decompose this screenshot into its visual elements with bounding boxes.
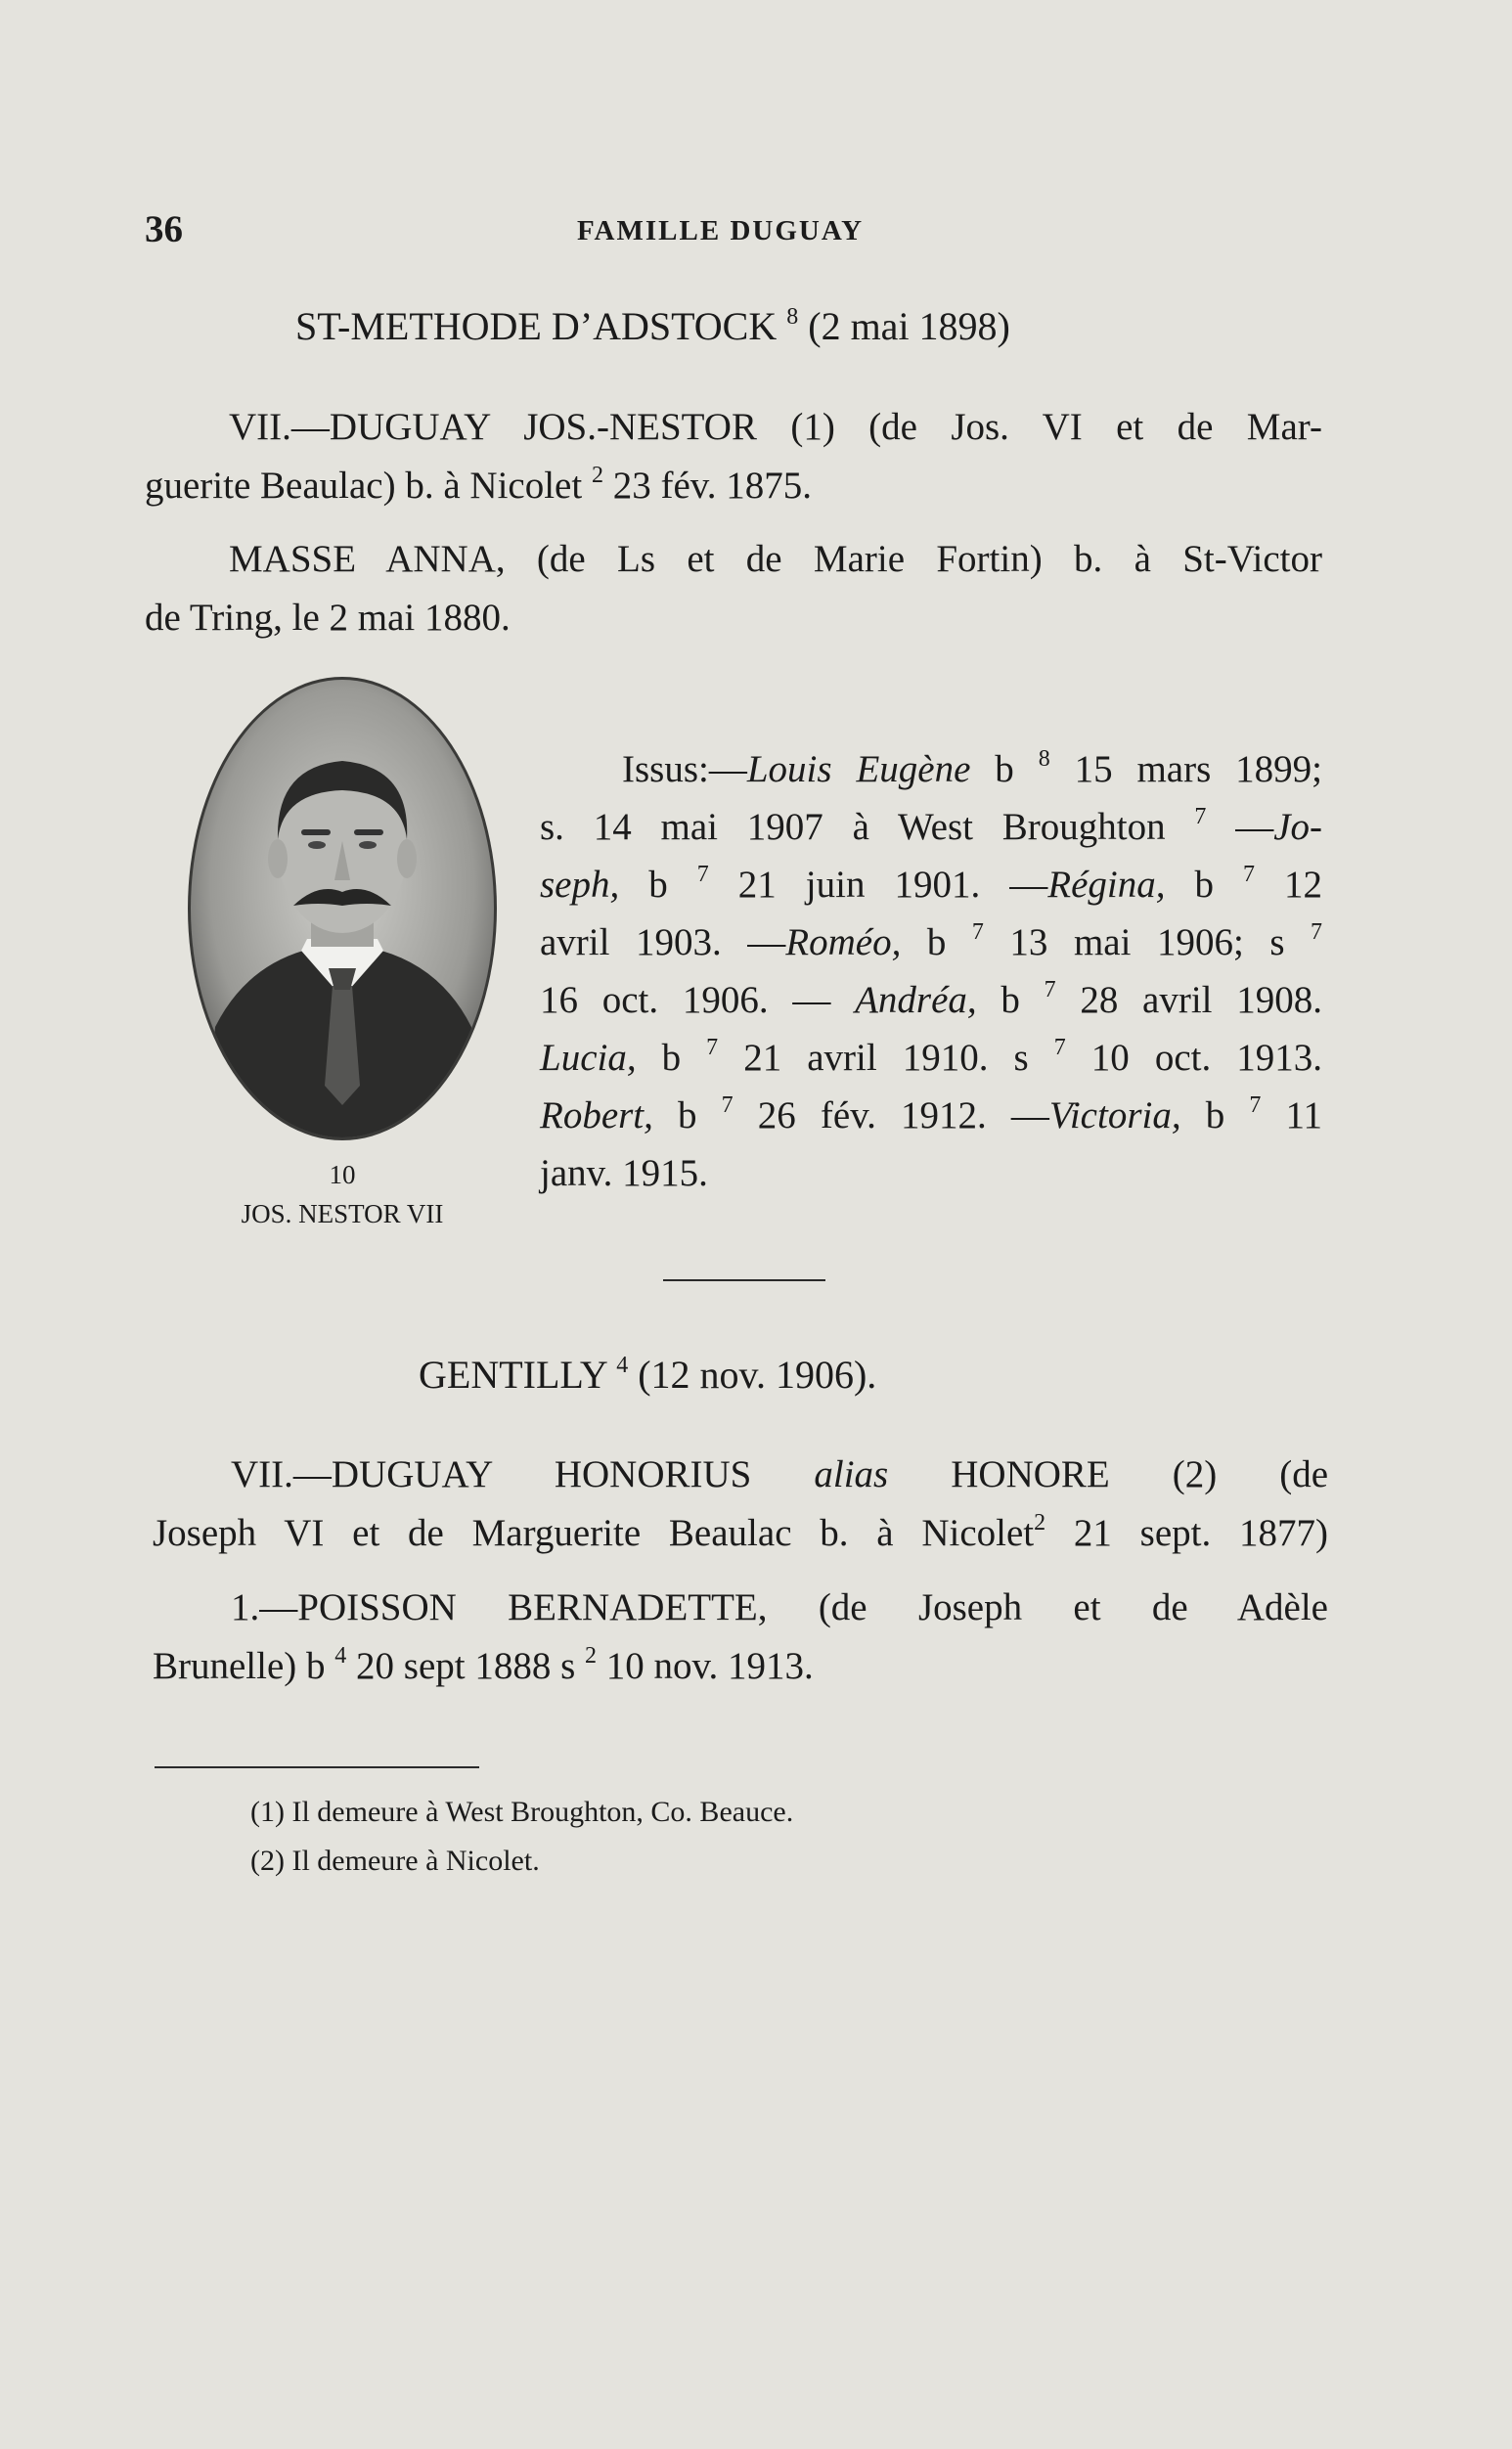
portrait-caption: JOS. NESTOR VII xyxy=(241,1199,444,1228)
footnote-1: (1) Il demeure à West Broughton, Co. Beauce. xyxy=(250,1796,794,1828)
text: 13 mai 1906; s xyxy=(983,921,1312,963)
text: 21 juin 1901. — xyxy=(708,864,1048,906)
text: 11 xyxy=(1261,1094,1323,1136)
text: 10 oct. 1913. xyxy=(1065,1037,1322,1079)
text: 15 mars 1899; xyxy=(1049,748,1322,790)
entry-line xyxy=(145,457,1322,515)
text: b xyxy=(652,1094,722,1136)
heading-date: (12 nov. 1906). xyxy=(638,1353,877,1397)
text: b xyxy=(1165,864,1244,906)
entry-text: Joseph VI et de Marguerite Beaulac b. à Nicolet xyxy=(153,1512,1035,1554)
alias-text: alias xyxy=(814,1453,889,1495)
issus-line xyxy=(540,913,1322,971)
text: b xyxy=(636,1037,707,1079)
heading-text: ST-METHODE D’ADSTOCK xyxy=(295,304,778,348)
entry-line: VII.—DUGUAY JOS.-NESTOR (1) (de Jos. VI et de Mar- xyxy=(229,406,1322,448)
entry-line: MASSE ANNA, (de Ls et de Marie Fortin) b. à St-Victor xyxy=(229,538,1322,580)
text: 26 fév. 1912. — xyxy=(733,1094,1049,1136)
footnote-rule xyxy=(155,1766,479,1768)
superscript: 7 xyxy=(1249,1092,1262,1118)
heading-date: (2 mai 1898) xyxy=(808,304,1010,348)
portrait-number: 10 xyxy=(329,1160,356,1189)
section-divider xyxy=(663,1279,825,1281)
text: s. 14 mai 1907 à West Broughton xyxy=(540,806,1195,848)
entry-text: Brunelle) b xyxy=(153,1645,326,1687)
issus-line xyxy=(540,740,1322,798)
issus-line xyxy=(540,798,1322,856)
text: b xyxy=(970,748,1039,790)
superscript: 7 xyxy=(1243,862,1256,887)
superscript: 7 xyxy=(696,862,709,887)
text: — xyxy=(1206,806,1274,848)
child-name: Andréa, xyxy=(855,979,977,1021)
child-name: Jo- xyxy=(1273,806,1323,848)
heading-superscript: 8 xyxy=(786,304,799,330)
entry-text: VII.—DUGUAY HONORIUS xyxy=(231,1453,815,1495)
child-name: Lucia, xyxy=(540,1037,637,1079)
text: b xyxy=(976,979,1045,1021)
issus-line xyxy=(540,1087,1322,1144)
superscript: 7 xyxy=(706,1035,719,1060)
entry-text: guerite Beaulac) b. à Nicolet xyxy=(145,465,583,507)
heading-superscript: 4 xyxy=(616,1353,629,1378)
superscript: 4 xyxy=(334,1643,347,1669)
issus-line xyxy=(540,971,1322,1029)
superscript: 7 xyxy=(1053,1035,1066,1060)
entry-line xyxy=(153,1637,1328,1696)
child-name: Victoria, xyxy=(1048,1094,1181,1136)
entry-line: de Tring, le 2 mai 1880. xyxy=(145,597,511,639)
entry-honorius xyxy=(153,1446,1328,1563)
issus-paragraph xyxy=(540,740,1322,1202)
superscript: 7 xyxy=(1194,804,1207,829)
text: b xyxy=(901,921,972,963)
entry-poisson-bernadette xyxy=(153,1579,1328,1696)
text: 12 xyxy=(1255,864,1323,906)
superscript: 2 xyxy=(1034,1510,1046,1536)
text: 28 avril 1908. xyxy=(1055,979,1322,1021)
entry-text: HONORE (2) (de xyxy=(888,1453,1328,1495)
entry-text: 21 sept. 1877) xyxy=(1073,1512,1329,1554)
entry-masse-anna xyxy=(145,530,1322,647)
text: Issus:— xyxy=(622,748,747,790)
text: b xyxy=(1180,1094,1250,1136)
child-name: seph, xyxy=(540,864,620,906)
text: 16 oct. 1906. — xyxy=(540,979,856,1021)
entry-text: 23 fév. 1875. xyxy=(612,465,812,507)
entry-line xyxy=(153,1504,1328,1563)
superscript: 7 xyxy=(971,919,984,945)
entry-jos-nestor xyxy=(145,398,1322,515)
child-name: Louis Eugène xyxy=(746,748,971,790)
footnote-2: (2) Il demeure à Nicolet. xyxy=(250,1845,540,1877)
superscript: 7 xyxy=(721,1092,734,1118)
child-name: Régina, xyxy=(1047,864,1166,906)
entry-text: 10 nov. 1913. xyxy=(605,1645,814,1687)
superscript: 7 xyxy=(1044,977,1056,1002)
heading-text: GENTILLY xyxy=(419,1353,607,1397)
text: b xyxy=(619,864,697,906)
section-heading-st-methode xyxy=(295,303,1010,349)
entry-line xyxy=(153,1446,1328,1504)
text: 21 avril 1910. s xyxy=(718,1037,1054,1079)
text: avril 1903. — xyxy=(540,921,786,963)
page-number: 36 xyxy=(145,208,183,250)
child-name: Robert, xyxy=(540,1094,653,1136)
entry-text: 20 sept 1888 s xyxy=(356,1645,576,1687)
issus-line: janv. 1915. xyxy=(540,1152,708,1194)
superscript: 2 xyxy=(585,1643,598,1669)
issus-line xyxy=(540,856,1322,913)
portrait-photo xyxy=(186,675,499,1142)
superscript: 7 xyxy=(1311,919,1323,945)
superscript: 8 xyxy=(1038,746,1050,772)
child-name: Roméo, xyxy=(785,921,902,963)
running-title: FAMILLE DUGUAY xyxy=(577,215,865,246)
section-heading-gentilly xyxy=(419,1352,876,1398)
superscript: 2 xyxy=(591,463,603,488)
issus-line xyxy=(540,1029,1322,1087)
entry-line: 1.—POISSON BERNADETTE, (de Joseph et de Adèle xyxy=(231,1586,1328,1628)
